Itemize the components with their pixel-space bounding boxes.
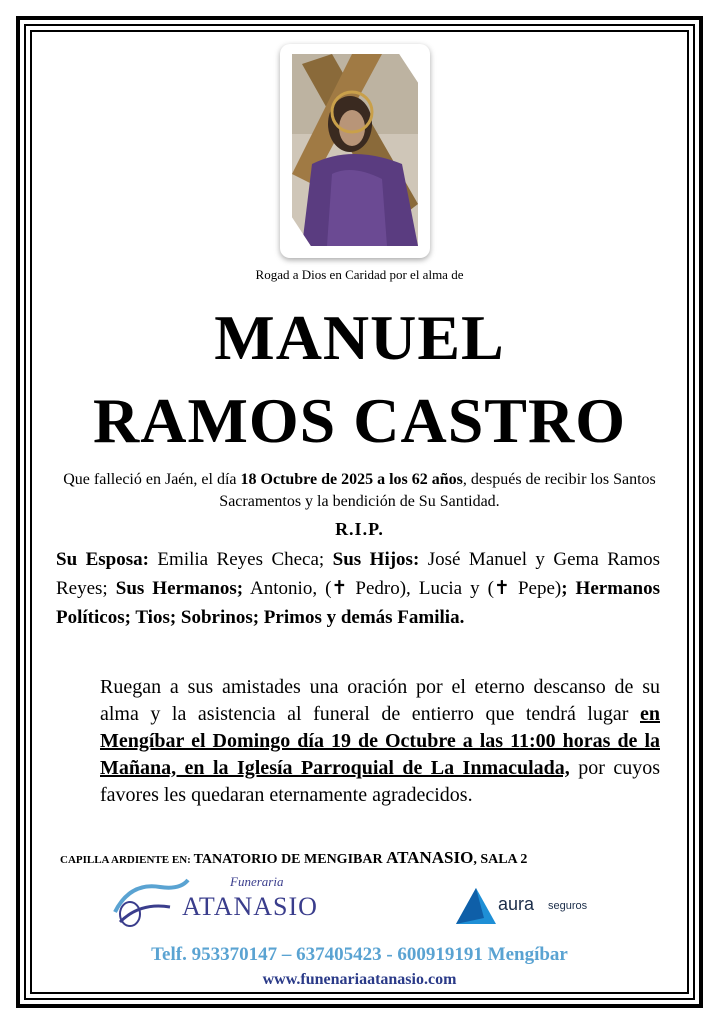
aura-triangle-icon [456,888,496,924]
website-link[interactable]: www.funenariaatanasio.com [262,971,457,988]
family-list: Su Esposa: Emilia Reyes Checa; Sus Hijos: José Manuel y Gema Ramos Reyes; Sus Hermanos; Antonio, (✝ Pedro), Lucia y (✝ Pepe); Hermanos Políticos; Tios; Sobrinos; Primos y demás Familia. [56,549,661,628]
funeral-details: Ruegan a sus amistades una oración por el eterno descanso de su alma y la asistencia al funeral de entierro que tendrá lugar en Mengíbar el Domingo día 19 de Octubre a las 11:00 horas de la Mañana, en la Iglesía Parroquial de La Inmaculada, por cuyos favores les quedaran eternamente agradecidos. [100,676,660,806]
chapel-info: CAPILLA ARDIENTE EN: TANATORIO DE MENGIBAR ATANASIO, SALA 2 [60,848,528,867]
aura-seguros-logo: aura seguros [456,888,616,928]
rip-text: R.I.P. [335,519,384,539]
religious-image [292,54,418,246]
death-notice: Que falleció en Jaén, el día 18 Octubre de 2025 a los 62 años, después de recibir los Santos Sacramentos y la bendición de Su Santidad. [63,471,656,510]
cross-icon: ✝ [331,577,348,599]
funeral-location-time: en Mengíbar el Domingo día 19 de Octubre a las 11:00 horas de la Mañana, en la Iglesía Parroquial de La Inmaculada, [100,703,660,779]
cross-icon: ✝ [493,577,510,599]
deceased-first-name: MANUEL [214,302,505,373]
prayer-text: Rogad a Dios en Caridad por el alma de [255,267,464,282]
religious-photo-card [280,44,430,258]
funeraria-atanasio-logo: Funeraria ATANASIO [110,872,310,932]
deceased-surnames: RAMOS CASTRO [93,385,626,456]
death-date: 18 Octubre de 2025 a los 62 años [240,471,463,488]
phone-numbers: Telf. 953370147 – 637405423 - 600919191 Mengíbar [151,944,568,965]
